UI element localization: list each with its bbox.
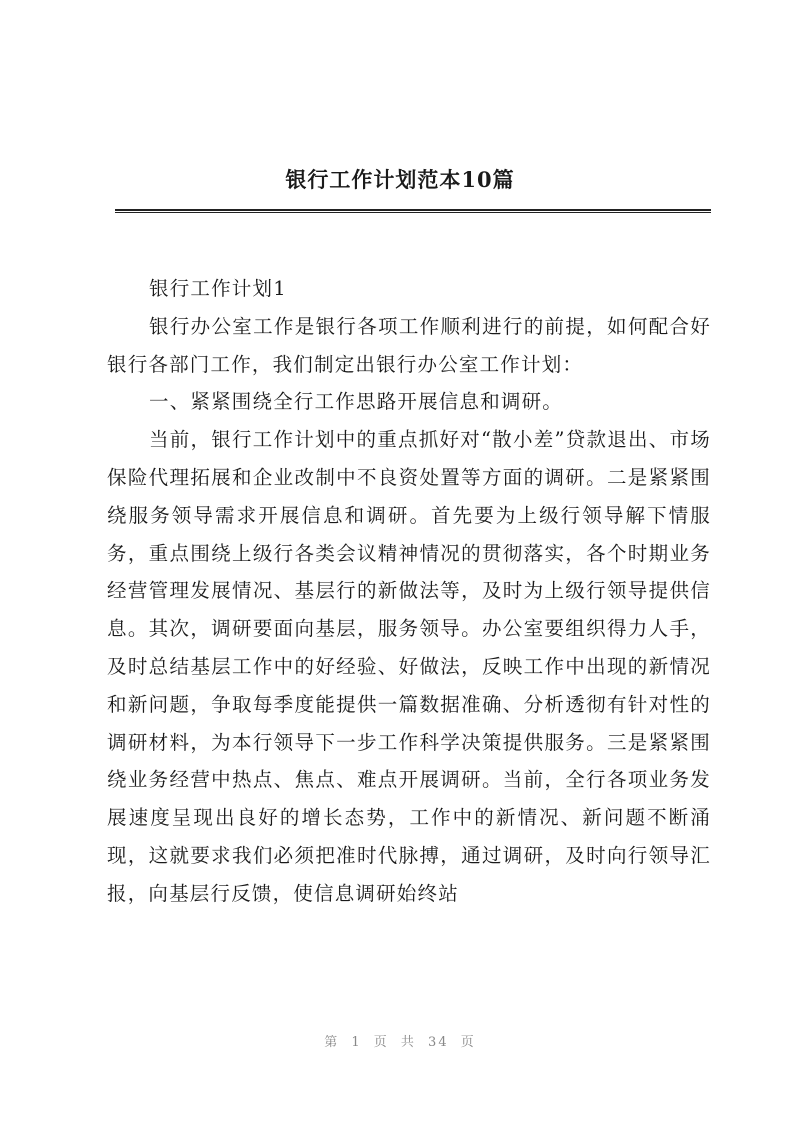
section-heading: 银行工作计划1 [149, 277, 287, 300]
page-number: 第 1 页 共 34 页 [324, 1035, 476, 1050]
document-title: 银行工作计划范本10篇 [285, 167, 515, 192]
body-paragraph: 当前，银行工作计划中的重点抓好对“散小差”贷款退出、市场保险代理拓展和企业改制中不良资处置等方面的调研。二是紧紧围绕服务领导需求开展信息和调研。首先要为上级行领导解下情服务，重点围绕上级行各类会议精神情况的贯彻落实，各个时期业务经营管理发展情况、基层行的新做法等，及时为上级行领导提供信息。其次，调研要面向基层，服务领导。办公室要组织得力人手，及时总结基层工作中的好经验、好做法，反映工作中出现的新情况和新问题，争取每季度能提供一篇数据准确、分析透彻有针对性的调研材料，为本行领导下一步工作科学决策提供服务。三是紧紧围绕业务经营中热点、焦点、难点开展调研。当前，全行各项业务发展速度呈现出良好的增长态势，工作中的新情况、新问题不断涌现，这就要求我们必须把准时代脉搏，通过调研，及时向行领导汇报，向基层行反馈，使信息调研始终站 [107, 428, 711, 905]
title-divider [115, 209, 711, 213]
body-paragraph: 一、紧紧围绕全行工作思路开展信息和调研。 [149, 390, 564, 414]
body-paragraph: 银行办公室工作是银行各项工作顺利进行的前提，如何配合好银行各部门工作，我们制定出银行办公室工作计划： [107, 314, 711, 376]
document-body [107, 270, 711, 913]
